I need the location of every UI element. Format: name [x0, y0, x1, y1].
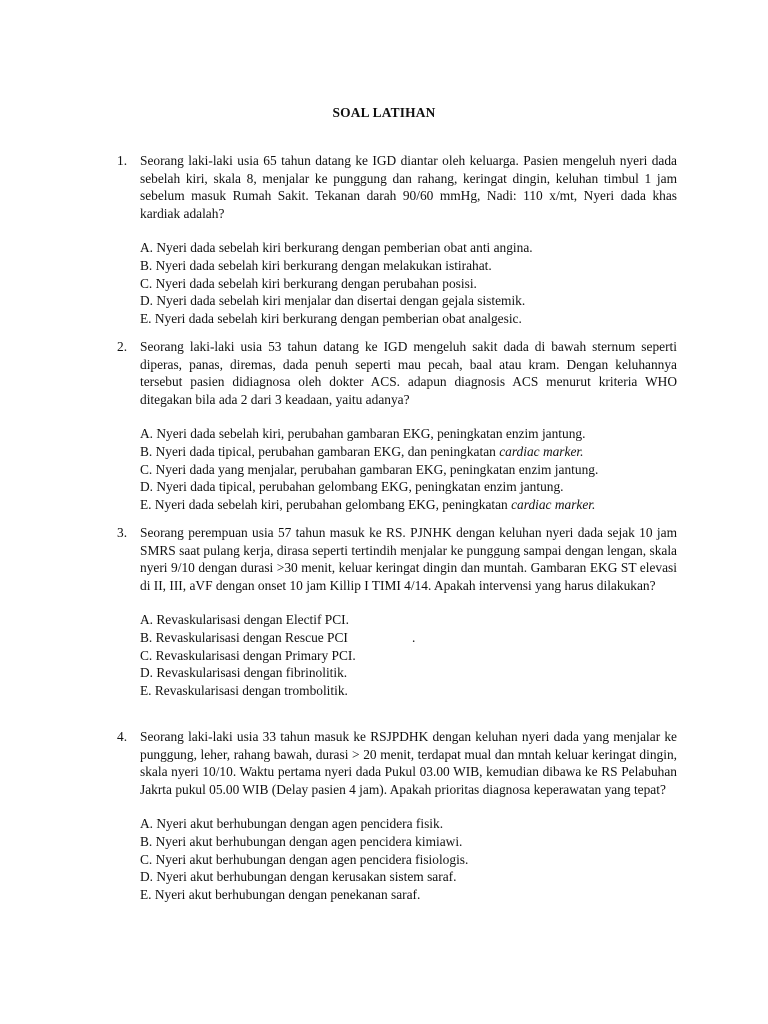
question-number: 3.: [117, 525, 128, 540]
option-a: A. Nyeri dada sebelah kiri berkurang dengan pemberian obat anti angina.: [140, 240, 533, 256]
option-list: [140, 815, 677, 903]
option-e-text: E. Nyeri dada sebelah kiri, perubahan gelombang EKG, peningkatan: [140, 496, 512, 512]
question-3: [117, 524, 677, 699]
question-2: [117, 338, 677, 513]
question-number: 2.: [117, 339, 128, 354]
question-4: [117, 728, 677, 903]
question-text: Seorang laki-laki usia 53 tahun datang ke IGD mengeluh sakit dada di bawah sternum seperti diperas, panas, diremas, dada penuh seperti mau pecah, baal atau kram. Dengan keluhannya tersebut pasien didiagnosa oleh dokter ACS. adapun diagnosis ACS menurut kriteria WHO ditegakan bila ada 2 dari 3 keadaan, yaitu adanya?: [140, 339, 677, 407]
option-e: E. Revaskularisasi dengan trombolitik.: [140, 682, 348, 698]
question-text: Seorang laki-laki usia 33 tahun masuk ke RSJPDHK dengan keluhan nyeri dada yang menjalar ke punggung, leher, rahang bawah, durasi > 20 menit, terdapat mual dan mntah keluar keringat dingin, skala nyeri 10/10. Waktu pertama nyeri dada Pukul 03.00 WIB, kemudian dibawa ke RS Pelabuhan Jakrta pukul 05.00 WIB (Delay pasien 4 jam). Apakah prioritas diagnosa keperawatan yang tepat?: [140, 729, 677, 797]
option-d: D. Nyeri dada sebelah kiri menjalar dan disertai dengan gejala sistemik.: [140, 293, 526, 309]
option-a: A. Revaskularisasi dengan Electif PCI.: [140, 612, 349, 628]
italic-term: cardiac marker.: [511, 496, 596, 512]
option-e: [140, 496, 677, 514]
option-b: B. Nyeri akut berhubungan dengan agen pencidera kimiawi.: [140, 833, 463, 849]
option-list: [140, 239, 677, 327]
option-a: A. Nyeri akut berhubungan dengan agen pencidera fisik.: [140, 816, 444, 832]
option-b-text: B. Nyeri dada tipical, perubahan gambaran EKG, dan peningkatan: [140, 443, 500, 459]
question-text: Seorang perempuan usia 57 tahun masuk ke RS. PJNHK dengan keluhan nyeri dada sejak 10 jam SMRS saat pulang kerja, dirasa seperti tertindih menjalar ke punggung sampai dengan lengan, skala nyeri 9/10 dengan durasi >30 menit, keluar keringat dingin dan muntah. Gambaran EKG ST elevasi di II, III, aVF dengan onset 10 jam Killip I TIMI 4/14. Apakah intervensi yang harus dilakukan?: [140, 525, 677, 593]
option-c: C. Nyeri dada sebelah kiri berkurang dengan perubahan posisi.: [140, 275, 477, 291]
question-number: 1.: [117, 153, 128, 168]
italic-term: cardiac marker.: [499, 443, 584, 459]
option-d: D. Revaskularisasi dengan fibrinolitik.: [140, 665, 348, 681]
option-list: [140, 425, 677, 513]
option-list: [140, 611, 677, 699]
option-d: D. Nyeri dada tipical, perubahan gelombang EKG, peningkatan enzim jantung.: [140, 479, 564, 495]
option-e: E. Nyeri akut berhubungan dengan penekanan saraf.: [140, 886, 421, 902]
option-a: A. Nyeri dada sebelah kiri, perubahan gambaran EKG, peningkatan enzim jantung.: [140, 426, 586, 442]
stray-mark: .: [412, 629, 416, 645]
option-b: [140, 629, 677, 647]
option-c: C. Nyeri dada yang menjalar, perubahan gambaran EKG, peningkatan enzim jantung.: [140, 461, 599, 477]
question-number: 4.: [117, 729, 128, 744]
option-c: C. Revaskularisasi dengan Primary PCI.: [140, 647, 356, 663]
option-e: E. Nyeri dada sebelah kiri berkurang dengan pemberian obat analgesic.: [140, 310, 522, 326]
option-c: C. Nyeri akut berhubungan dengan agen pencidera fisiologis.: [140, 851, 469, 867]
option-d: D. Nyeri akut berhubungan dengan kerusakan sistem saraf.: [140, 869, 457, 885]
option-b: B. Nyeri dada sebelah kiri berkurang dengan melakukan istirahat.: [140, 257, 492, 273]
option-b: [140, 443, 677, 461]
question-text: Seorang laki-laki usia 65 tahun datang ke IGD diantar oleh keluarga. Pasien mengeluh nyeri dada sebelah kiri, skala 8, menjalar ke punggung dan rahang, keringat dingin, keluhan timbul 1 jam sebelum masuk Rumah Sakit. Tekanan darah 90/60 mmHg, Nadi: 110 x/mt, Nyeri dada khas kardiak adalah?: [140, 153, 677, 221]
option-b-text: B. Revaskularisasi dengan Rescue PCI: [140, 629, 348, 645]
page-title: SOAL LATIHAN: [332, 105, 436, 120]
question-1: [117, 152, 677, 327]
